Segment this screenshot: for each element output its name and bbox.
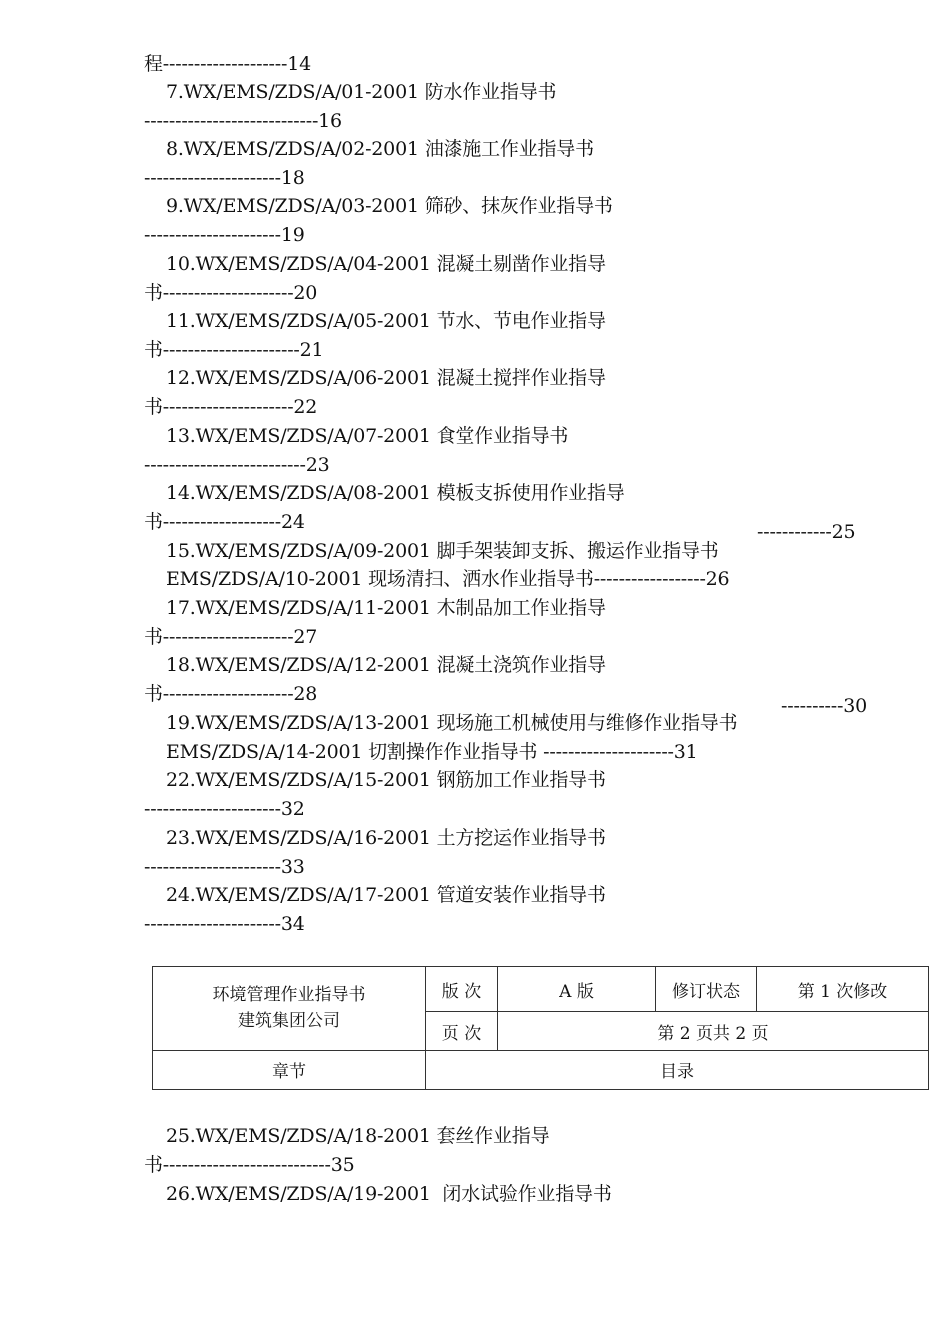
toc-leader: ----------------------33 (144, 856, 305, 878)
toc-leader: 书---------------------28 (144, 683, 318, 705)
toc-line: 22.WX/EMS/ZDS/A/15-2001 钢筋加工作业指导书 (166, 769, 606, 791)
page-value: 第 2 页共 2 页 (498, 1012, 929, 1050)
toc-leader: ----------------------34 (144, 913, 305, 935)
title-cell (153, 967, 426, 1051)
toc-line: 7.WX/EMS/ZDS/A/01-2001 防水作业指导书 (166, 81, 557, 103)
document-title: 环境管理作业指导书 (212, 985, 366, 1006)
toc-line: 25.WX/EMS/ZDS/A/18-2001 套丝作业指导 (166, 1125, 550, 1147)
toc-leader: ------------25 (757, 521, 856, 543)
toc-leader: 书---------------------27 (144, 626, 318, 648)
toc-line: EMS/ZDS/A/10-2001 现场清扫、洒水作业指导书------------------26 (166, 568, 730, 590)
toc-leader: ----------------------19 (144, 224, 305, 246)
toc-line: 24.WX/EMS/ZDS/A/17-2001 管道安装作业指导书 (166, 884, 606, 906)
revision-value: 第 1 次修改 (757, 967, 929, 1012)
toc-line: 12.WX/EMS/ZDS/A/06-2001 混凝土搅拌作业指导 (166, 367, 606, 389)
toc-line: EMS/ZDS/A/14-2001 切割操作作业指导书 ---------------------31 (166, 741, 698, 763)
toc-leader: ----------------------32 (144, 798, 305, 820)
toc-leader: 书---------------------------35 (144, 1154, 355, 1176)
toc-line: 26.WX/EMS/ZDS/A/19-2001 闭水试验作业指导书 (166, 1183, 612, 1205)
edition-value: A 版 (498, 967, 656, 1012)
toc-line: 13.WX/EMS/ZDS/A/07-2001 食堂作业指导书 (166, 425, 569, 447)
toc-leader: ----------------------------16 (144, 110, 342, 132)
toc-leader: --------------------------23 (144, 454, 330, 476)
chapter-label: 章节 (153, 1050, 426, 1089)
document-header-table (152, 966, 929, 1090)
toc-line: 11.WX/EMS/ZDS/A/05-2001 节水、节电作业指导 (166, 310, 606, 332)
toc-line: 17.WX/EMS/ZDS/A/11-2001 木制品加工作业指导 (166, 597, 606, 619)
toc-leader: ----------------------18 (144, 167, 305, 189)
toc-leader: 书---------------------20 (144, 282, 318, 304)
page-label: 页 次 (426, 1012, 498, 1050)
toc-leader: ----------30 (781, 695, 867, 717)
chapter-value: 目录 (426, 1050, 929, 1089)
toc-line: 9.WX/EMS/ZDS/A/03-2001 筛砂、抹灰作业指导书 (166, 195, 613, 217)
toc-line: 18.WX/EMS/ZDS/A/12-2001 混凝土浇筑作业指导 (166, 654, 606, 676)
edition-label: 版 次 (426, 967, 498, 1012)
toc-line: 10.WX/EMS/ZDS/A/04-2001 混凝土剔凿作业指导 (166, 253, 606, 275)
toc-leader: 书----------------------21 (144, 339, 324, 361)
revision-label: 修订状态 (656, 967, 757, 1012)
toc-leader: 书---------------------22 (144, 396, 318, 418)
toc-line: 程--------------------14 (144, 53, 311, 75)
toc-line: 15.WX/EMS/ZDS/A/09-2001 脚手架装卸支拆、搬运作业指导书 (166, 540, 719, 562)
toc-line: 14.WX/EMS/ZDS/A/08-2001 模板支拆使用作业指导 (166, 482, 625, 504)
toc-line: 8.WX/EMS/ZDS/A/02-2001 油漆施工作业指导书 (166, 138, 594, 160)
toc-line: 23.WX/EMS/ZDS/A/16-2001 土方挖运作业指导书 (166, 827, 606, 849)
company-name: 建筑集团公司 (238, 1011, 340, 1032)
toc-leader: 书-------------------24 (144, 511, 305, 533)
toc-line: 19.WX/EMS/ZDS/A/13-2001 现场施工机械使用与维修作业指导书 (166, 712, 738, 734)
